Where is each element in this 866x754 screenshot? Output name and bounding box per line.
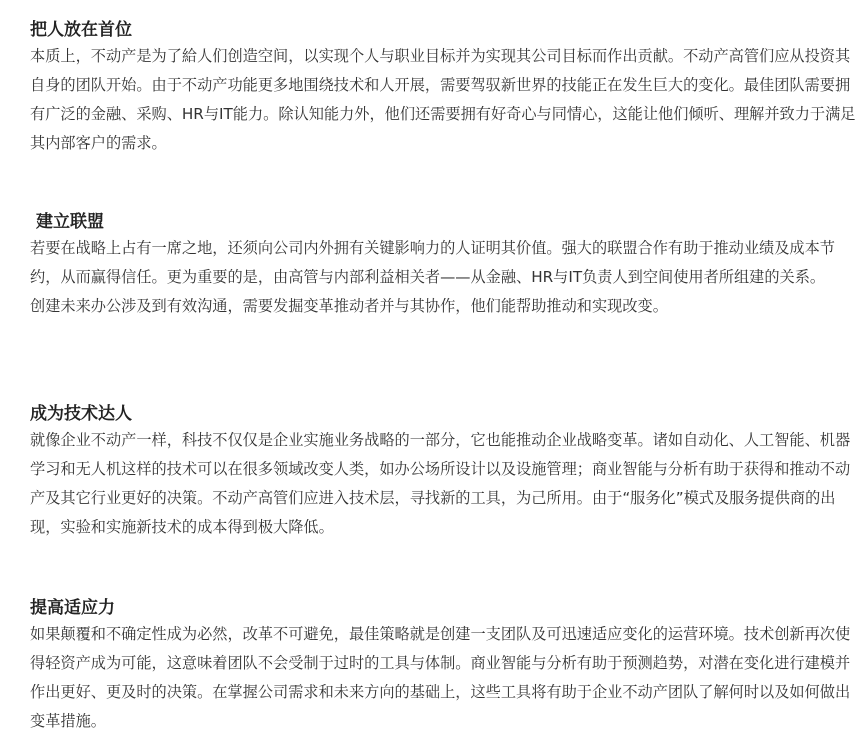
section-heading: 提高适应力 <box>30 598 115 618</box>
section-paragraph: 若要在战略上占有一席之地，还须向公司内外拥有关键影响力的人证明其价值。强大的联盟合作有助于推动业绩及成本节约，从而赢得信任。更为重要的是，由高管与内部利益相关者——从金融、HR与IT负责人到空间使用者所组建的关系。 <box>30 239 835 286</box>
section-heading: 建立联盟 <box>36 212 104 232</box>
section-paragraph: 如果颠覆和不确定性成为必然，改革不可避免，最佳策略就是创建一支团队及可迅速适应变化的运营环境。技术创新再次使得轻资产成为可能，这意味着团队不会受制于过时的工具与体制。商业智能与分析有助于预测趋势，对潜在变化进行建模并作出更好、更及时的决策。在掌握公司需求和未来方向的基础上，这些工具将有助于企业不动产团队了解何时以及如何做出变革措施。 <box>30 625 851 730</box>
section-heading: 成为技术达人 <box>30 404 132 424</box>
section-paragraph: 就像企业不动产一样，科技不仅仅是企业实施业务战略的一部分，它也能推动企业战略变革。诸如自动化、人工智能、机器学习和无人机这样的技术可以在很多领域改变人类，如办公场所设计以及设施管理；商业智能与分析有助于获得和推动不动产及其它行业更好的决策。不动产高管们应进入技术层，寻找新的工具，为己所用。由于“服务化”模式及服务提供商的出现，实验和实施新技术的成本得到极大降低。 <box>30 431 851 536</box>
section-build-alliances <box>30 210 860 321</box>
section-paragraph: 本质上，不动产是为了給人们创造空间，以实现个人与职业目标并为实现其公司目标而作出贡献。不动产高管们应从投资其自身的团队开始。由于不动产功能更多地围绕技术和人开展，需要驾驭新世界的技能正在发生巨大的变化。最佳团队需要拥有广泛的金融、采购、HR与IT能力。除认知能力外，他们还需要拥有好奇心与同情心，这能让他们倾听、理解并致力于满足其内部客户的需求。 <box>30 47 856 152</box>
section-heading: 把人放在首位 <box>30 20 132 40</box>
section-become-tech-savvy <box>30 402 860 542</box>
section-improve-adaptability <box>30 596 860 736</box>
section-put-people-first <box>30 18 860 158</box>
section-paragraph: 创建未来办公涉及到有效沟通，需要发掘变革推动者并与其协作，他们能帮助推动和实现改变。 <box>30 297 668 315</box>
